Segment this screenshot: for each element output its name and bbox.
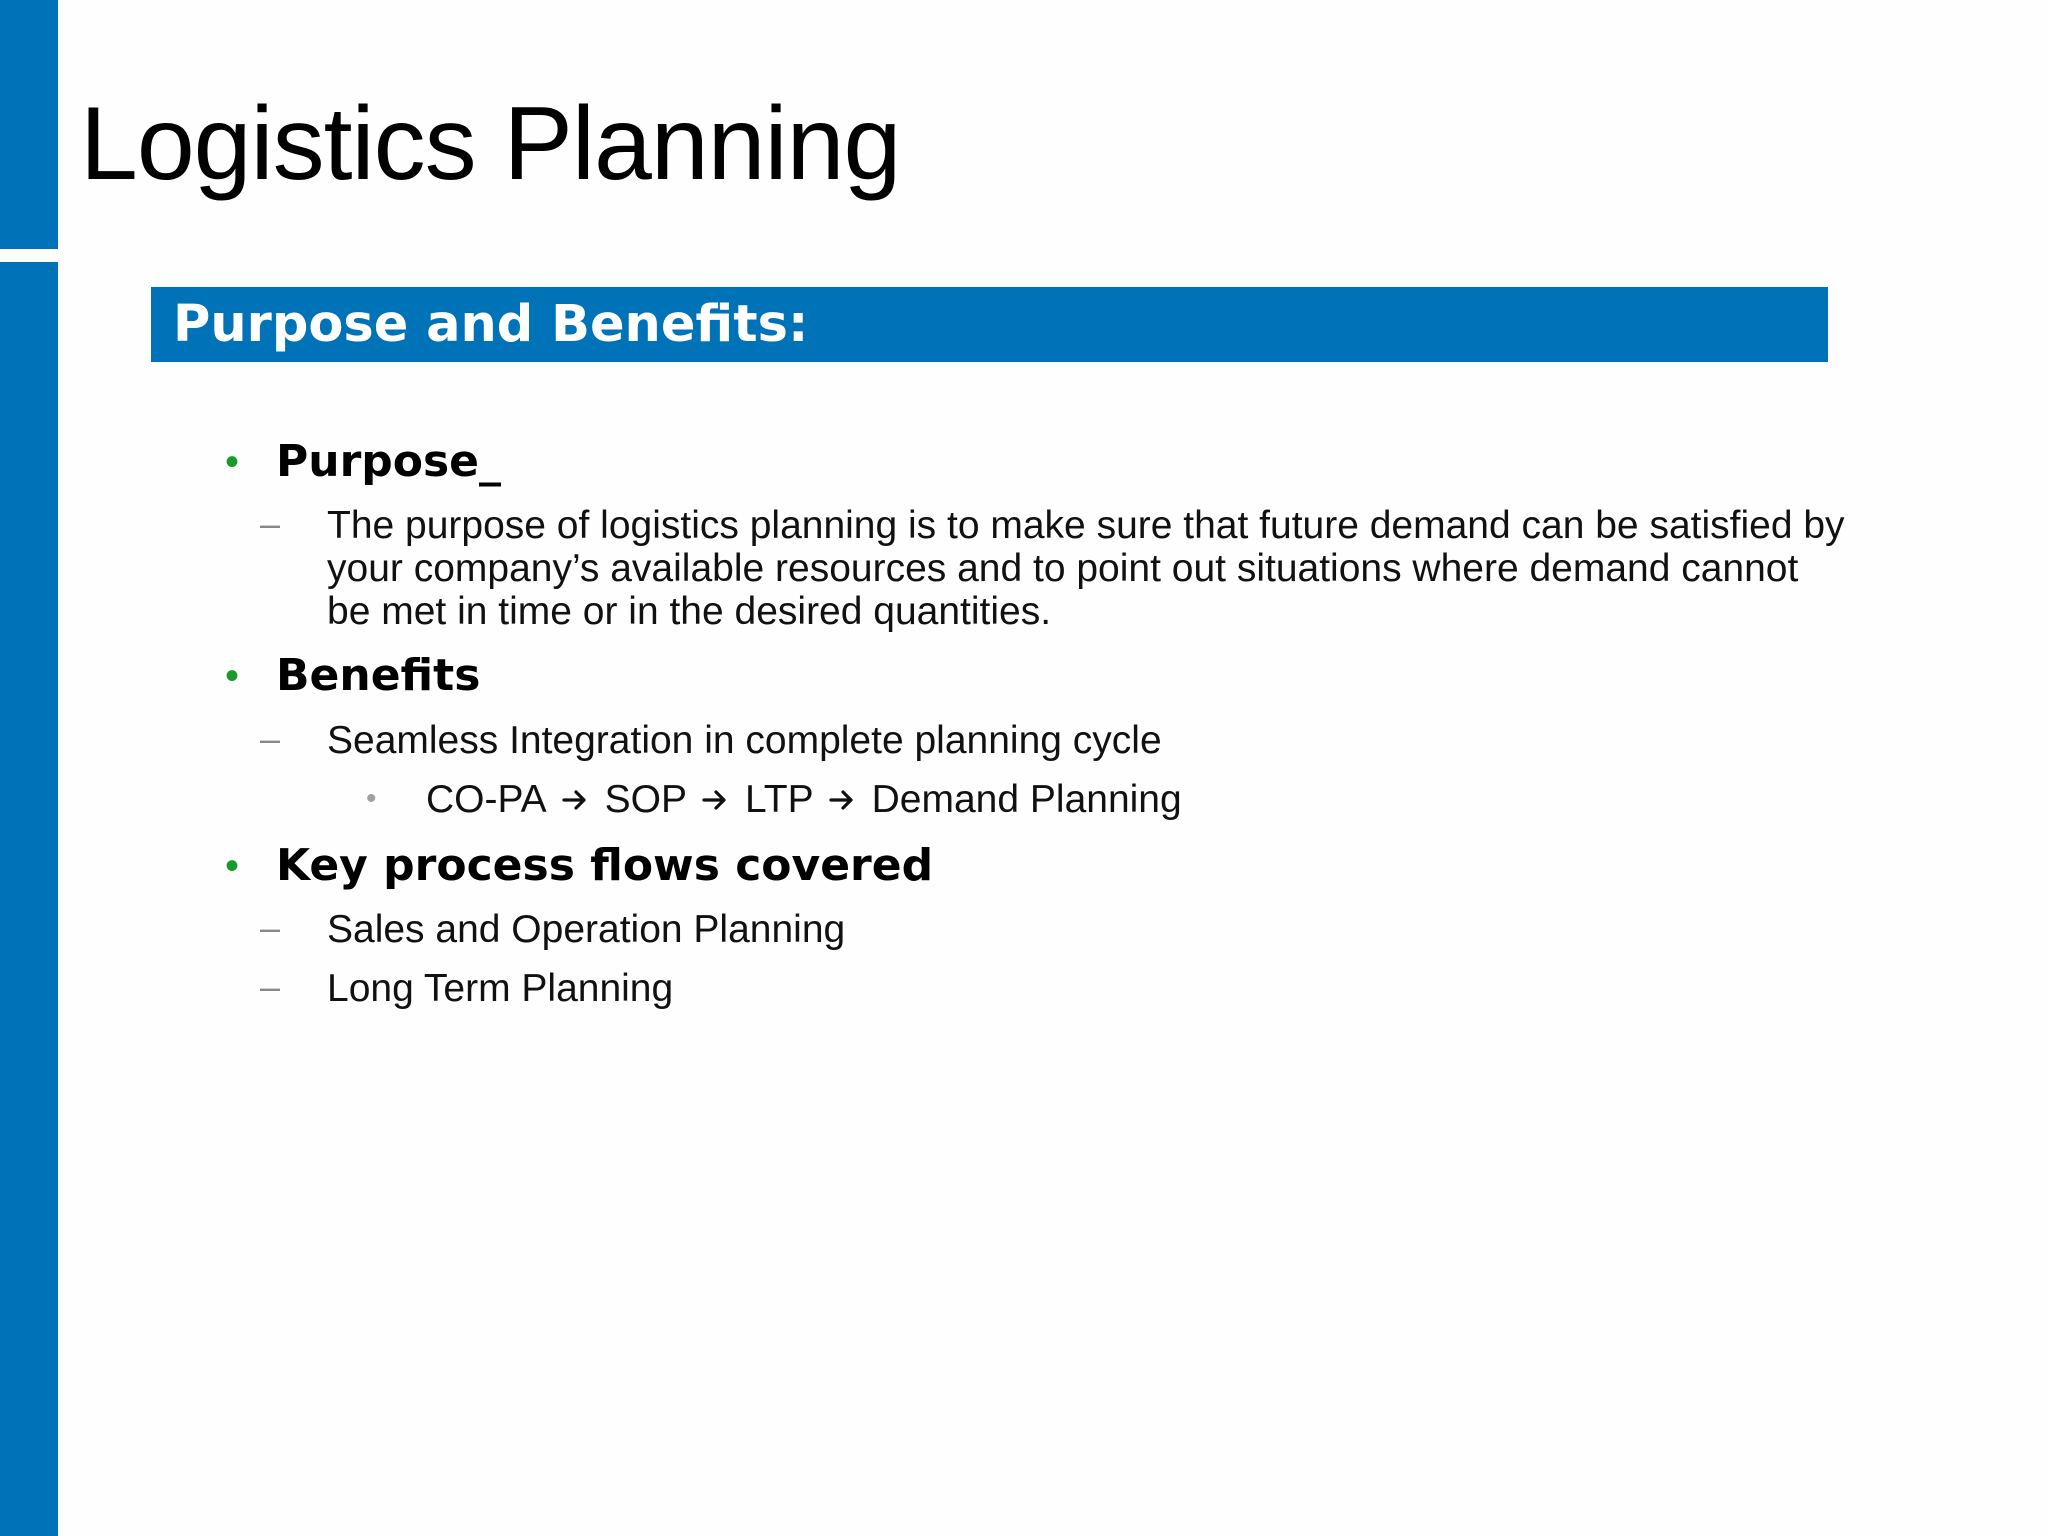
planning-flow bbox=[426, 778, 1182, 821]
key-flow-ltp: Long Term Planning bbox=[327, 967, 674, 1010]
heading-purpose: Purpose_ bbox=[276, 436, 502, 487]
benefits-integration: Seamless Integration in complete planning cycle bbox=[327, 719, 1162, 762]
green-bullet-icon: • bbox=[225, 654, 240, 698]
dash-bullet-icon: – bbox=[260, 907, 281, 948]
grey-sub-bullet-icon: • bbox=[366, 782, 377, 815]
flow-step-copa: CO-PA bbox=[426, 778, 547, 821]
dash-bullet-icon: – bbox=[260, 966, 281, 1007]
dash-bullet-icon: – bbox=[260, 718, 281, 759]
dash-bullet-icon: – bbox=[260, 503, 281, 544]
flow-step-sop: SOP bbox=[604, 778, 687, 821]
green-bullet-icon: • bbox=[225, 440, 240, 484]
arrow-right-icon bbox=[561, 786, 589, 814]
arrow-right-icon bbox=[701, 786, 729, 814]
purpose-description: The purpose of logistics planning is to make sure that future demand can be satisfied by your company’s available resources and to point out situations where demand cannot be met in time or in the desired quantities. bbox=[327, 504, 1845, 633]
heading-benefits: Benefits bbox=[276, 650, 481, 701]
section-banner-text: Purpose and Benefits: bbox=[173, 295, 809, 354]
flow-step-ltp: LTP bbox=[745, 778, 814, 821]
arrow-right-icon bbox=[828, 786, 856, 814]
page-title: Logistics Planning bbox=[80, 86, 901, 202]
green-bullet-icon: • bbox=[225, 844, 240, 888]
key-flow-sop: Sales and Operation Planning bbox=[327, 908, 846, 951]
flow-step-demand-planning: Demand Planning bbox=[871, 778, 1182, 821]
heading-key-flows: Key process flows covered bbox=[276, 840, 934, 891]
